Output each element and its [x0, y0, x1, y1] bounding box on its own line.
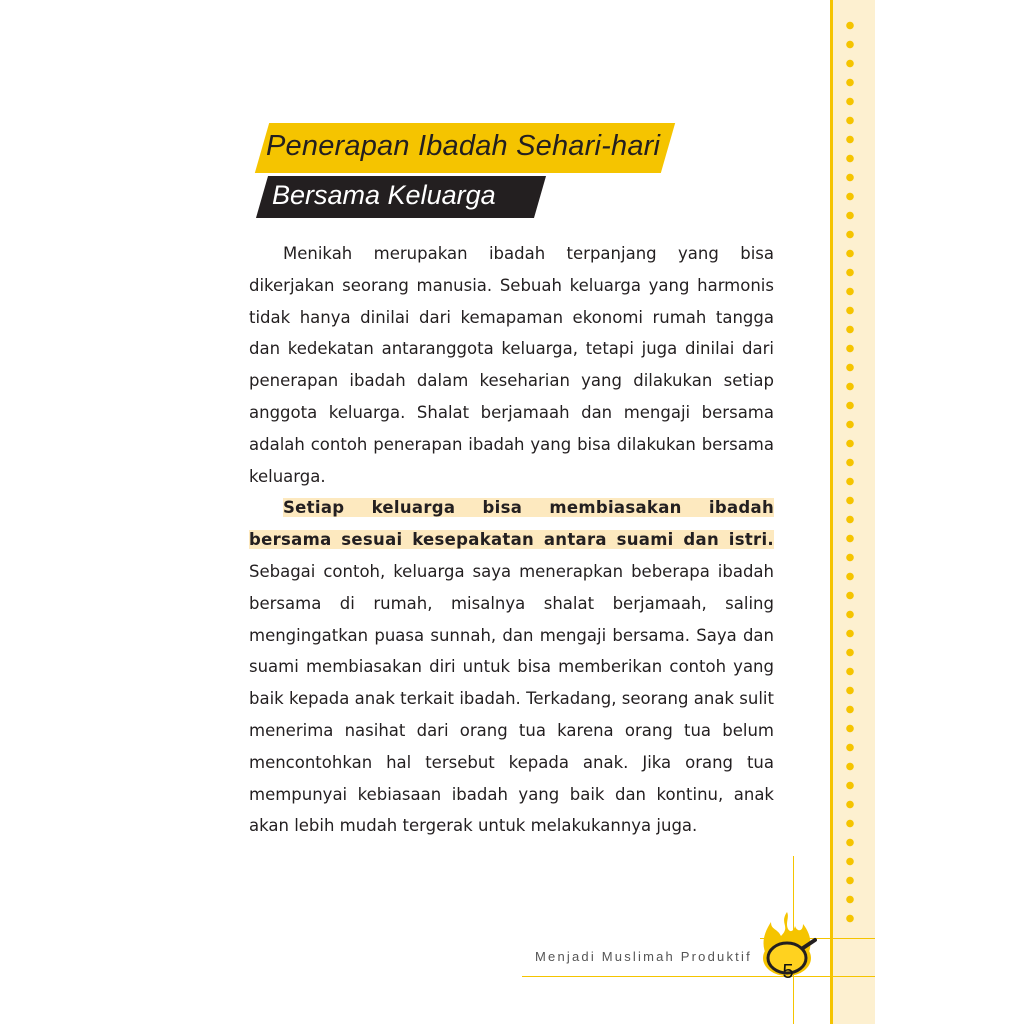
paragraph-1: Menikah merupakan ibadah terpanjang yang bisa dikerjakan seorang manusia. Sebuah keluarga yang harmonis tidak hanya dinilai dari kemapaman ekonomi rumah tangga dan kedekatan antaranggota keluarga, tetapi juga dinilai dari penerapan ibadah dalam keseharian yang dilakukan setiap anggota keluarga. Shalat berjamaah dan mengaji bersama adalah contoh penerapan ibadah yang bisa dilakukan bersama keluarga. [249, 244, 774, 486]
highlighted-sentence: Setiap keluarga bisa membiasakan ibadah bersama sesuai kesepakatan antara suami dan istri. [249, 498, 774, 550]
paragraph-2 [249, 492, 774, 842]
heading-line-2: Bersama Keluarga [272, 180, 496, 210]
book-title: Menjadi Muslimah Produktif [535, 949, 752, 964]
footer-horizontal-line [522, 976, 875, 977]
body-text [249, 238, 774, 842]
paragraph-2-text: Sebagai contoh, keluarga saya menerapkan beberapa ibadah bersama di rumah, misalnya shalat berjamaah, saling mengingatkan puasa sunnah, dan mengaji bersama. Saya dan suami membiasakan diri untuk bisa memberikan contoh yang baik kepada anak terkait ibadah. Terkadang, seorang anak sulit menerima nasihat dari orang tua karena orang tua belum mencontohkan hal tersebut kepada anak. Jika orang tua mempunyai kebiasaan ibadah yang baik dan kontinu, anak akan lebih mudah tergerak untuk melakukannya juga. [249, 561, 774, 836]
heading-line-1: Penerapan Ibadah Sehari-hari [266, 130, 661, 162]
dotted-margin-decoration [846, 16, 854, 926]
page-number: 5 [782, 961, 794, 983]
